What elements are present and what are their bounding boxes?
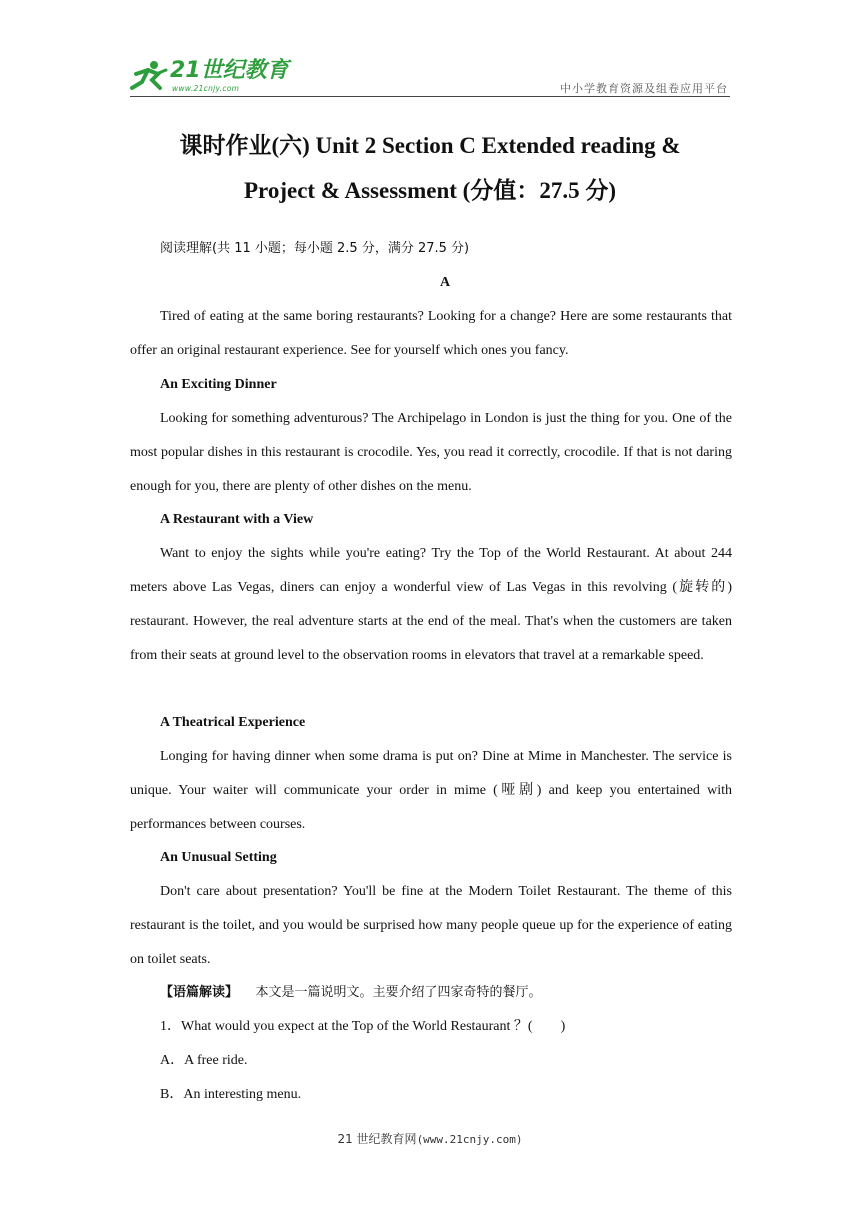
section-heading: A Theatrical Experience bbox=[160, 715, 306, 730]
header-slogan: 中小学教育资源及组卷应用平台 bbox=[560, 82, 728, 95]
page-title-line1: 课时作业(六) Unit 2 Section C Extended reading & bbox=[179, 133, 681, 158]
page-footer: 21 世纪教育网(www.21cnjy.com) bbox=[337, 1132, 523, 1146]
instructions: 阅读理解(共 11 小题；每小题 2.5 分，满分 27.5 分) bbox=[160, 241, 470, 256]
section-text: Looking for something adventurous? The Archipelago in London is just the thing for you. One of the most popular dishes in this restaurant is crocodile. Yes, you read it correctly, crocodile. If that is not daring enough for you, there are plenty of other dishes on the menu. bbox=[130, 411, 732, 494]
section-text: Longing for having dinner when some drama is put on? Dine at Mime in Manchester. The service is unique. Your waiter will communicate your order in mime (哑剧) and keep you entertained with performances between courses. bbox=[130, 749, 732, 832]
section-text: Don't care about presentation? You'll be fine at the Modern Toilet Restaurant. The theme of this restaurant is the toilet, and you would be surprised how many people queue up for the experience of eating on toilet seats. bbox=[130, 884, 732, 967]
logo-text: 21世纪教育 bbox=[170, 58, 289, 83]
question-option: B．An interesting menu. bbox=[160, 1087, 302, 1102]
passage-intro: Tired of eating at the same boring restaurants? Looking for a change? Here are some restaurants that offer an original restaurant experience. See for yourself which ones you fancy. bbox=[130, 309, 732, 358]
logo bbox=[130, 58, 290, 94]
analysis-label: 【语篇解读】 bbox=[160, 985, 239, 1000]
logo-url: www.21cnjy.com bbox=[172, 84, 240, 93]
section-text: Want to enjoy the sights while you're eating? Try the Top of the World Restaurant. At about 244 meters above Las Vegas, diners can enjoy a wonderful view of Las Vegas in this revolving (旋转的) restaurant. However, the real adventure starts at the end of the meal. That's when the customers are taken from their seats at ground level to the observation rooms in elevators that travel at a remarkable speed. bbox=[130, 546, 732, 663]
analysis bbox=[160, 976, 730, 1010]
section-heading: A Restaurant with a View bbox=[160, 512, 314, 527]
question-stem: 1．What would you expect at the Top of the World Restaurant ？( ) bbox=[160, 1019, 566, 1034]
section-heading: An Exciting Dinner bbox=[160, 377, 277, 392]
runner-logo-icon bbox=[130, 60, 170, 94]
page-title-line2: Project & Assessment (分值：27.5 分) bbox=[244, 178, 616, 203]
analysis-text: 本文是一篇说明文。主要介绍了四家奇特的餐厅。 bbox=[255, 985, 542, 1000]
section-heading: An Unusual Setting bbox=[160, 850, 277, 865]
passage-letter: A bbox=[439, 275, 451, 290]
question-option: A．A free ride. bbox=[160, 1053, 248, 1068]
page-header bbox=[130, 56, 730, 97]
